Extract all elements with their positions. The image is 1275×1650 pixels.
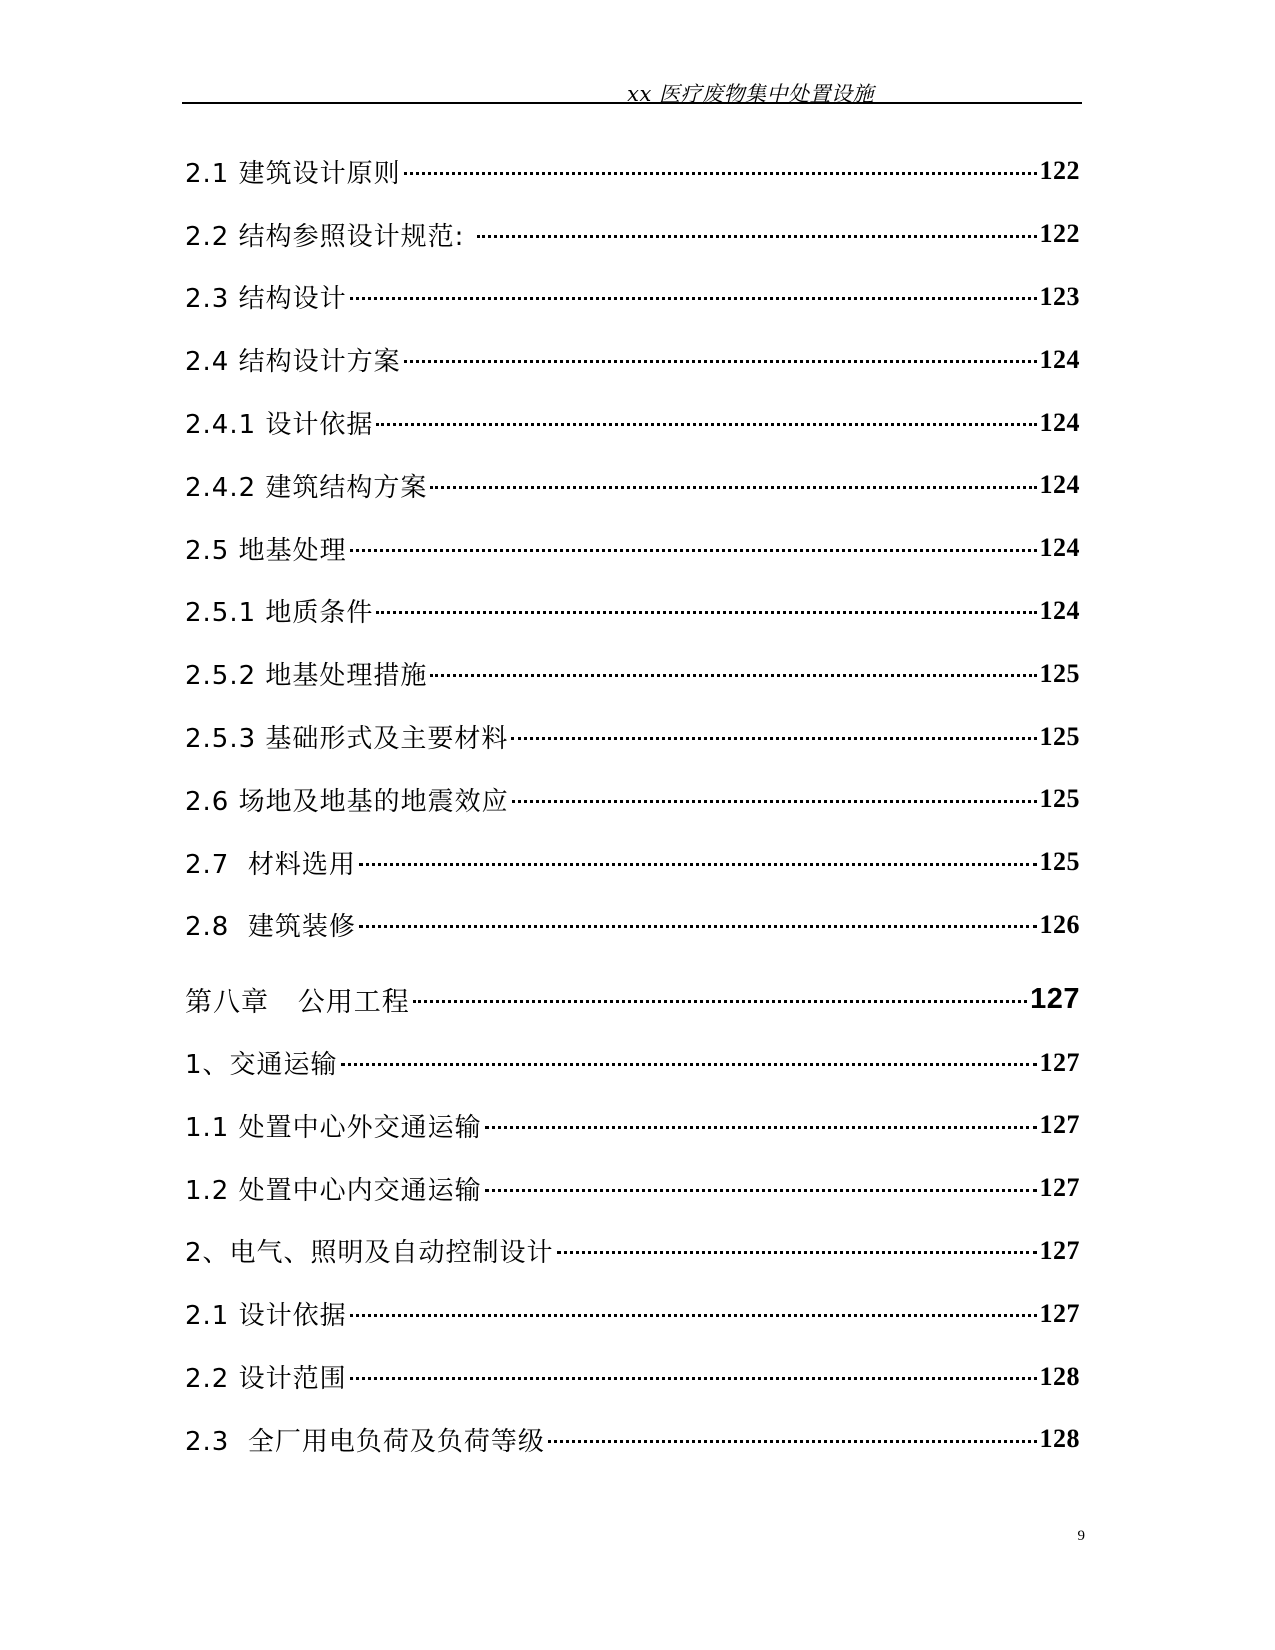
toc-entry[interactable] <box>185 328 1080 391</box>
toc-entry-page: 125 <box>1039 847 1080 877</box>
toc-entry-page: 124 <box>1039 344 1080 374</box>
toc-entry-label: 2.5 地基处理 <box>185 535 347 566</box>
header-title: xx 医疗废物集中处置设施 <box>627 82 874 106</box>
dot-leader <box>485 1189 1037 1192</box>
dot-leader <box>341 1063 1037 1066</box>
toc-entry-page: 127 <box>1039 1173 1080 1203</box>
toc-entry[interactable] <box>185 831 1080 894</box>
toc-entry-label: 2.3 全厂用电负荷及负荷等级 <box>185 1426 545 1457</box>
toc-entry-page: 126 <box>1039 909 1080 939</box>
toc-entry[interactable] <box>185 391 1080 454</box>
toc-entry[interactable] <box>185 642 1080 705</box>
page-number: 9 <box>1077 1528 1085 1544</box>
toc-entry[interactable] <box>185 454 1080 517</box>
toc-entry-label: 2、电气、照明及自动控制设计 <box>185 1238 554 1269</box>
dot-leader <box>477 235 1037 238</box>
toc-entry[interactable] <box>185 1282 1080 1345</box>
toc-entry-page: 127 <box>1039 1047 1080 1077</box>
toc-entry-page: 122 <box>1039 219 1080 249</box>
toc-entry-label: 2.2 结构参照设计规范: <box>185 221 474 252</box>
toc-entry[interactable] <box>185 140 1080 203</box>
toc-entry-label: 1.1 处置中心外交通运输 <box>185 1112 482 1143</box>
toc-entry-page: 124 <box>1039 470 1080 500</box>
toc-entry-label: 2.8 建筑装修 <box>185 912 356 943</box>
toc-entry[interactable] <box>185 768 1080 831</box>
dot-leader <box>548 1440 1037 1443</box>
toc-entry-label: 2.4.1 设计依据 <box>185 410 374 441</box>
dot-leader <box>350 1377 1037 1380</box>
toc-entry-label: 2.6 场地及地基的地震效应 <box>185 786 509 817</box>
page-header <box>182 72 1082 106</box>
dot-leader <box>376 423 1036 426</box>
toc-entry[interactable] <box>185 203 1080 266</box>
dot-leader <box>485 1126 1037 1129</box>
toc-entry-label: 2.1 建筑设计原则 <box>185 158 401 189</box>
toc-entry-page: 127 <box>1039 1298 1080 1328</box>
toc-entry-page: 128 <box>1039 1361 1080 1391</box>
toc-entry-page: 127 <box>1039 1110 1080 1140</box>
toc-entry-page: 125 <box>1039 658 1080 688</box>
dot-leader <box>430 486 1036 489</box>
dot-leader <box>511 737 1036 740</box>
toc-entry-label: 2.2 设计范围 <box>185 1364 347 1395</box>
toc-entry-label: 2.1 设计依据 <box>185 1301 347 1332</box>
dot-leader <box>359 925 1037 928</box>
dot-leader <box>404 172 1037 175</box>
dot-leader <box>350 1314 1037 1317</box>
toc-entry-label: 2.5.3 基础形式及主要材料 <box>185 724 509 755</box>
toc-entry[interactable] <box>185 1220 1080 1283</box>
toc-entry[interactable] <box>185 1094 1080 1157</box>
toc-entry[interactable] <box>185 266 1080 329</box>
toc-entry[interactable] <box>185 705 1080 768</box>
dot-leader <box>430 674 1036 677</box>
toc-entry-page: 124 <box>1039 595 1080 625</box>
toc-entry-page: 125 <box>1039 784 1080 814</box>
toc-entry[interactable] <box>185 1345 1080 1408</box>
dot-leader <box>350 549 1037 552</box>
toc-entry[interactable] <box>185 968 1080 1031</box>
toc-entry-page: 124 <box>1039 533 1080 563</box>
dot-leader <box>404 360 1037 363</box>
toc-entry[interactable] <box>185 1157 1080 1220</box>
dot-leader <box>359 863 1037 866</box>
toc-entry-page: 128 <box>1039 1424 1080 1454</box>
toc-entry[interactable] <box>185 517 1080 580</box>
table-of-contents <box>185 140 1080 1471</box>
dot-leader <box>512 800 1037 803</box>
toc-entry-page: 124 <box>1039 407 1080 437</box>
toc-entry-label: 第八章 公用工程 <box>185 987 410 1019</box>
dot-leader <box>376 611 1036 614</box>
toc-entry-label: 1、交通运输 <box>185 1050 338 1081</box>
toc-entry-label: 1.2 处置中心内交通运输 <box>185 1175 482 1206</box>
toc-entry-page: 125 <box>1039 721 1080 751</box>
toc-entry-label: 2.4.2 建筑结构方案 <box>185 472 428 503</box>
toc-entry-page: 127 <box>1030 983 1080 1016</box>
toc-entry-label: 2.3 结构设计 <box>185 284 347 315</box>
toc-entry-label: 2.4 结构设计方案 <box>185 347 401 378</box>
toc-entry[interactable] <box>185 580 1080 643</box>
toc-entry[interactable] <box>185 1408 1080 1471</box>
toc-entry-page: 122 <box>1039 156 1080 186</box>
toc-entry[interactable] <box>185 1031 1080 1094</box>
toc-entry-label: 2.7 材料选用 <box>185 849 356 880</box>
dot-leader <box>413 1000 1027 1003</box>
toc-entry-label: 2.5.1 地质条件 <box>185 598 374 629</box>
dot-leader <box>350 297 1037 300</box>
toc-entry-label: 2.5.2 地基处理措施 <box>185 661 428 692</box>
toc-entry[interactable] <box>185 894 1080 957</box>
dot-leader <box>557 1251 1037 1254</box>
header-rule <box>182 102 1082 104</box>
toc-entry-page: 123 <box>1039 281 1080 311</box>
toc-entry-page: 127 <box>1039 1235 1080 1265</box>
